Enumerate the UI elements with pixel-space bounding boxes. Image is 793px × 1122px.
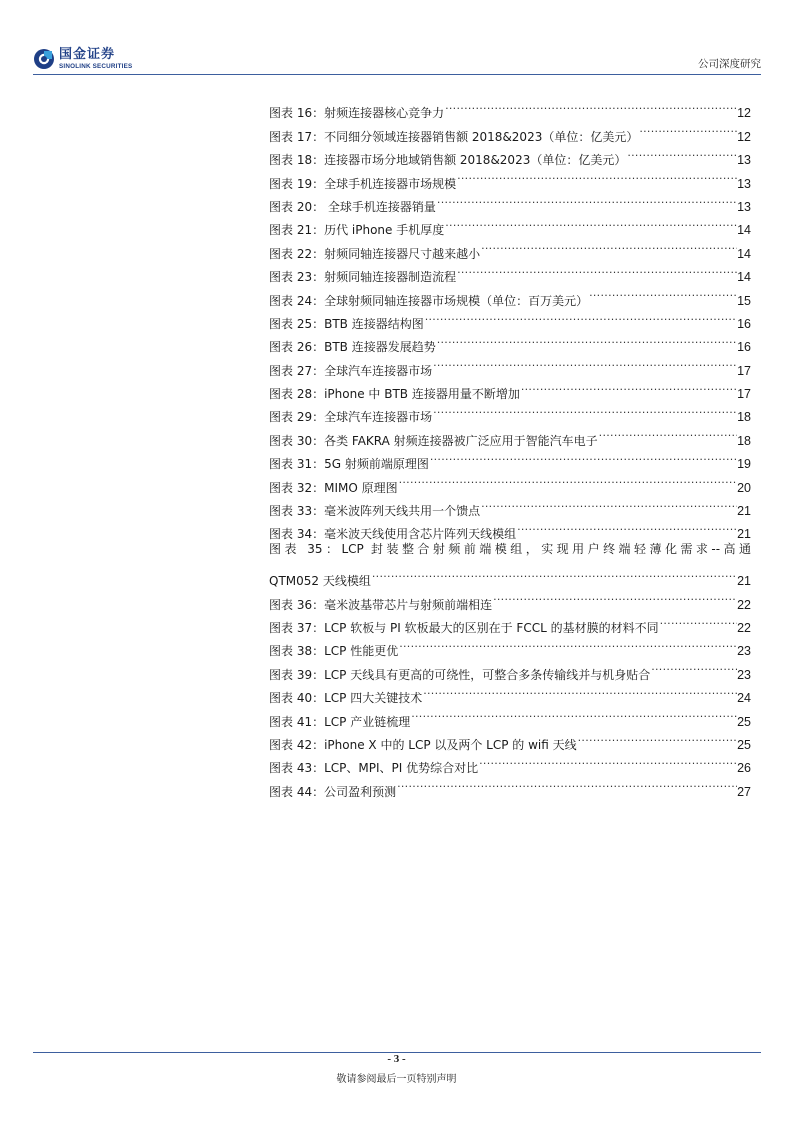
toc-entry-label: QTM052 天线模组 [269,574,371,589]
toc-entry-page: 17 [737,387,751,402]
toc-entry-label: 图表 31：5G 射频前端原理图 [269,457,429,472]
toc-entry-page: 23 [737,667,751,682]
toc-entry[interactable] [269,562,751,589]
toc-entry-label: 图表 23：射频同轴连接器制造流程 [269,270,457,285]
toc-entry-page: 18 [737,433,751,448]
toc-entry-label: 图表 24：全球射频同轴连接器市场规模（单位：百万美元） [269,293,589,308]
toc-entry-page: 21 [737,527,751,542]
toc-entry-page: 15 [737,293,751,308]
dot-leader [398,632,737,655]
toc-entry-label: 图表 19：全球手机连接器市场规模 [269,176,457,191]
dot-leader [520,375,737,398]
toc-entry-label: 图表 18：连接器市场分地域销售额 2018&2023（单位：亿美元） [269,153,627,168]
toc-entry-label: 图表 41：LCP 产业链梳理 [269,714,411,729]
toc-entry-page: 19 [737,457,751,472]
toc-entry-page: 14 [737,246,751,261]
dot-leader [588,281,737,304]
company-logo [33,44,132,74]
dot-leader [429,445,737,468]
toc-entry-label: 图表 32：MIMO 原理图 [269,480,398,495]
toc-entry-page: 21 [737,504,751,519]
toc-entry-label: 图表 22：射频同轴连接器尺寸越来越小 [269,246,481,261]
toc-entry-label: 图表 37：LCP 软板与 PI 软板最大的区别在于 FCCL 的基材膜的材料不同 [269,620,659,635]
dot-leader [598,421,737,444]
dot-leader [424,305,737,328]
dot-leader [626,141,737,164]
toc-entry[interactable] [269,94,751,121]
toc-entry-page: 22 [737,620,751,635]
dot-leader [478,749,737,772]
toc-entry-label: 图表 39：LCP 天线具有更高的可绕性，可整合多条传输线并与机身贴合 [269,667,651,682]
dot-leader [444,94,737,117]
toc-entry-label: 图表 44：公司盈利预测 [269,784,397,799]
toc-entry-page: 14 [737,270,751,285]
toc-entry-label: 图表 42：iPhone X 中的 LCP 以及两个 LCP 的 wifi 天线 [269,737,577,752]
report-type: 公司深度研究 [698,58,761,70]
toc-entry-page: 13 [737,199,751,214]
toc-entry-label: 图表 43：LCP、MPI、PI 优势综合对比 [269,761,479,776]
toc-entry-page: 27 [737,784,751,799]
dot-leader [432,351,737,374]
header-divider [33,74,761,75]
dot-leader [432,398,737,421]
logo-english-name: SINOLINK SECURITIES [59,62,133,70]
toc-entry-label: 图表 16：射频连接器核心竞争力 [269,106,445,121]
dot-leader [371,562,737,585]
toc-entry-label: 图表 40：LCP 四大关键技术 [269,691,423,706]
toc-entry-label: 图表 29：全球汽车连接器市场 [269,410,433,425]
toc-entry-label: 图表 26：BTB 连接器发展趋势 [269,340,436,355]
toc-entry-page: 21 [737,574,751,589]
dot-leader [396,772,737,795]
toc-entry-page: 20 [737,480,751,495]
toc-entry-page: 14 [737,223,751,238]
dot-leader [436,188,737,211]
toc-entry-page: 26 [737,761,751,776]
toc-entry-label: 图表 17：不同细分领域连接器销售额 2018&2023（单位：亿美元） [269,129,639,144]
dot-leader [577,726,737,749]
toc-entry-page: 17 [737,363,751,378]
toc-entry-label: 图表 38：LCP 性能更优 [269,644,399,659]
toc-entry-label: 图表 20： 全球手机连接器销量 [269,199,436,214]
toc-entry-page: 22 [737,597,751,612]
toc-entry-label: 图表 21：历代 iPhone 手机厚度 [269,223,445,238]
toc-entry-page: 13 [737,153,751,168]
toc-entry-page: 13 [737,176,751,191]
toc-entry-page: 12 [737,129,751,144]
toc-entry-page: 12 [737,106,751,121]
page-header [33,44,761,74]
toc-entry-label: 图表 27：全球汽车连接器市场 [269,363,433,378]
dot-leader [456,258,737,281]
toc-entry-page: 25 [737,737,751,752]
page-number: - 3 - [387,1053,406,1065]
dot-leader [480,234,737,257]
toc-entry-label: 图表 28：iPhone 中 BTB 连接器用量不断增加 [269,387,520,402]
toc-entry-label: 图表 25：BTB 连接器结构图 [269,316,424,331]
dot-leader [444,211,737,234]
dot-leader [492,585,737,608]
toc-entry-label: 图表 30：各类 FAKRA 射频连接器被广泛应用于智能汽车电子 [269,433,598,448]
toc-entry-page: 16 [737,316,751,331]
toc-entry-label: 图表 33：毫米波阵列天线共用一个馈点 [269,504,481,519]
toc-entry-line1[interactable]: 图表 35：LCP 封装整合射频前端模组，实现用户终端轻薄化需求--高通 [269,542,751,557]
logo-mark-icon [33,48,55,70]
toc-entry-page: 16 [737,340,751,355]
dot-leader [456,164,737,187]
dot-leader [650,655,737,678]
dot-leader [480,492,737,515]
dot-leader [659,609,738,632]
disclaimer-note: 敬请参阅最后一页特别声明 [336,1074,457,1085]
dot-leader [516,515,737,538]
dot-leader [422,679,737,702]
dot-leader [410,702,737,725]
toc-entry-page: 24 [737,691,751,706]
logo-chinese-name: 国金证券 [59,46,116,62]
dot-leader [638,117,737,140]
figure-list [269,94,751,799]
dot-leader [398,468,738,491]
toc-entry-label: 图表 36：毫米波基带芯片与射频前端相连 [269,597,493,612]
toc-entry-page: 23 [737,644,751,659]
toc-entry-label: 图表 34：毫米波天线使用含芯片阵列天线模组 [269,527,517,542]
toc-entry-page: 25 [737,714,751,729]
dot-leader [436,328,737,351]
toc-entry-page: 18 [737,410,751,425]
